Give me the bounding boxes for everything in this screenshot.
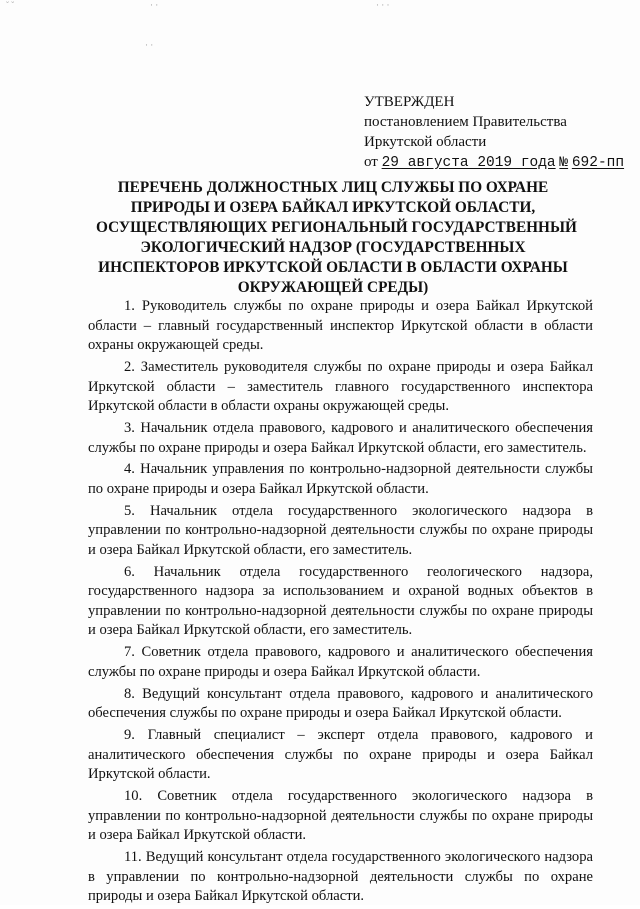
document-title	[96, 178, 577, 298]
scan-artifact: · · ·	[376, 0, 390, 10]
title-line: ИНСПЕКТОРОВ ИРКУТСКОЙ ОБЛАСТИ В ОБЛАСТИ ОХРАНЫ	[98, 259, 568, 276]
title-line: ОСУЩЕСТВЛЯЮЩИХ РЕГИОНАЛЬНЫЙ ГОСУДАРСТВЕННЫЙ	[96, 219, 577, 236]
list-item: 5. Начальник отдела государственного экологического надзора в управлении по контрольно-надзорной деятельности службы по охране природы и озера Байкал Иркутской области, его заместитель.	[88, 502, 593, 558]
number-prefix: №	[559, 155, 569, 171]
approval-heading: УТВЕРЖДЕН	[364, 94, 455, 110]
scan-artifact: · ·	[145, 40, 154, 50]
scan-artifact: · ·	[150, 0, 159, 10]
list-item: 4. Начальник управления по контрольно-надзорной деятельности службы по охране природы и озера Байкал Иркутской области.	[88, 461, 593, 497]
approval-date-row	[364, 152, 632, 173]
list-item: 7. Советник отдела правового, кадрового и аналитического обеспечения службы по охране природы и озера Байкал Иркутской области.	[88, 644, 593, 680]
scan-artifact: ˘ ˘	[6, 0, 15, 10]
list-item: 9. Главный специалист – эксперт отдела правового, кадрового и аналитического обеспечения службы по охране природы и озера Байкал Иркутской области.	[88, 726, 593, 783]
approval-stamp	[364, 92, 632, 173]
approval-date: 29 августа 2019 года	[381, 155, 556, 171]
list-item: 8. Ведущий консультант отдела правового, кадрового и аналитического обеспечения службы по охране природы и озера Байкал Иркутской области.	[88, 685, 593, 722]
title-line: ПЕРЕЧЕНЬ ДОЛЖНОСТНЫХ ЛИЦ СЛУЖБЫ ПО ОХРАНЕ	[117, 179, 549, 196]
approval-line-1: постановлением Правительства	[364, 114, 567, 130]
list-item: 10. Советник отдела государственного экологического надзора в управлении по контрольно-надзорной деятельности службы по охране природы и озера Байкал Иркутской области.	[88, 787, 593, 844]
approval-number: 692-пп	[571, 155, 625, 171]
list-item: 2. Заместитель руководителя службы по охране природы и озера Байкал Иркутской области – заместитель главного государственного инспектора Иркутской области в области охраны окружающей среды.	[88, 358, 593, 415]
list-item: 11. Ведущий консультант отдела государственного экологического надзора в управлении по контрольно-надзорной деятельности службы по охране природы и озера Байкал Иркутской области.	[88, 848, 593, 905]
title-line: ЭКОЛОГИЧЕСКИЙ НАДЗОР (ГОСУДАРСТВЕННЫХ	[140, 239, 526, 256]
list-item: 3. Начальник отдела правового, кадрового и аналитического обеспечения службы по охране природы и озера Байкал Иркутской области, его заместитель.	[88, 419, 593, 456]
position-list	[88, 297, 593, 909]
title-line: ПРИРОДЫ И ОЗЕРА БАЙКАЛ ИРКУТСКОЙ ОБЛАСТИ,	[130, 199, 536, 216]
title-line: ОКРУЖАЮЩЕЙ СРЕДЫ)	[237, 279, 429, 296]
list-item: 1. Руководитель службы по охране природы и озера Байкал Иркутской области – главный государственный инспектор Иркутской области в области охраны окружающей среды.	[88, 298, 593, 354]
list-item: 6. Начальник отдела государственного геологического надзора, государственного надзора за использованием и охраной водных объектов в управлении по контрольно-надзорной деятельности службы по охране природы и озера Байкал Иркутской области, его заместитель.	[88, 563, 593, 639]
approval-line-2: Иркутской области	[364, 134, 487, 150]
date-prefix: от	[364, 154, 378, 170]
